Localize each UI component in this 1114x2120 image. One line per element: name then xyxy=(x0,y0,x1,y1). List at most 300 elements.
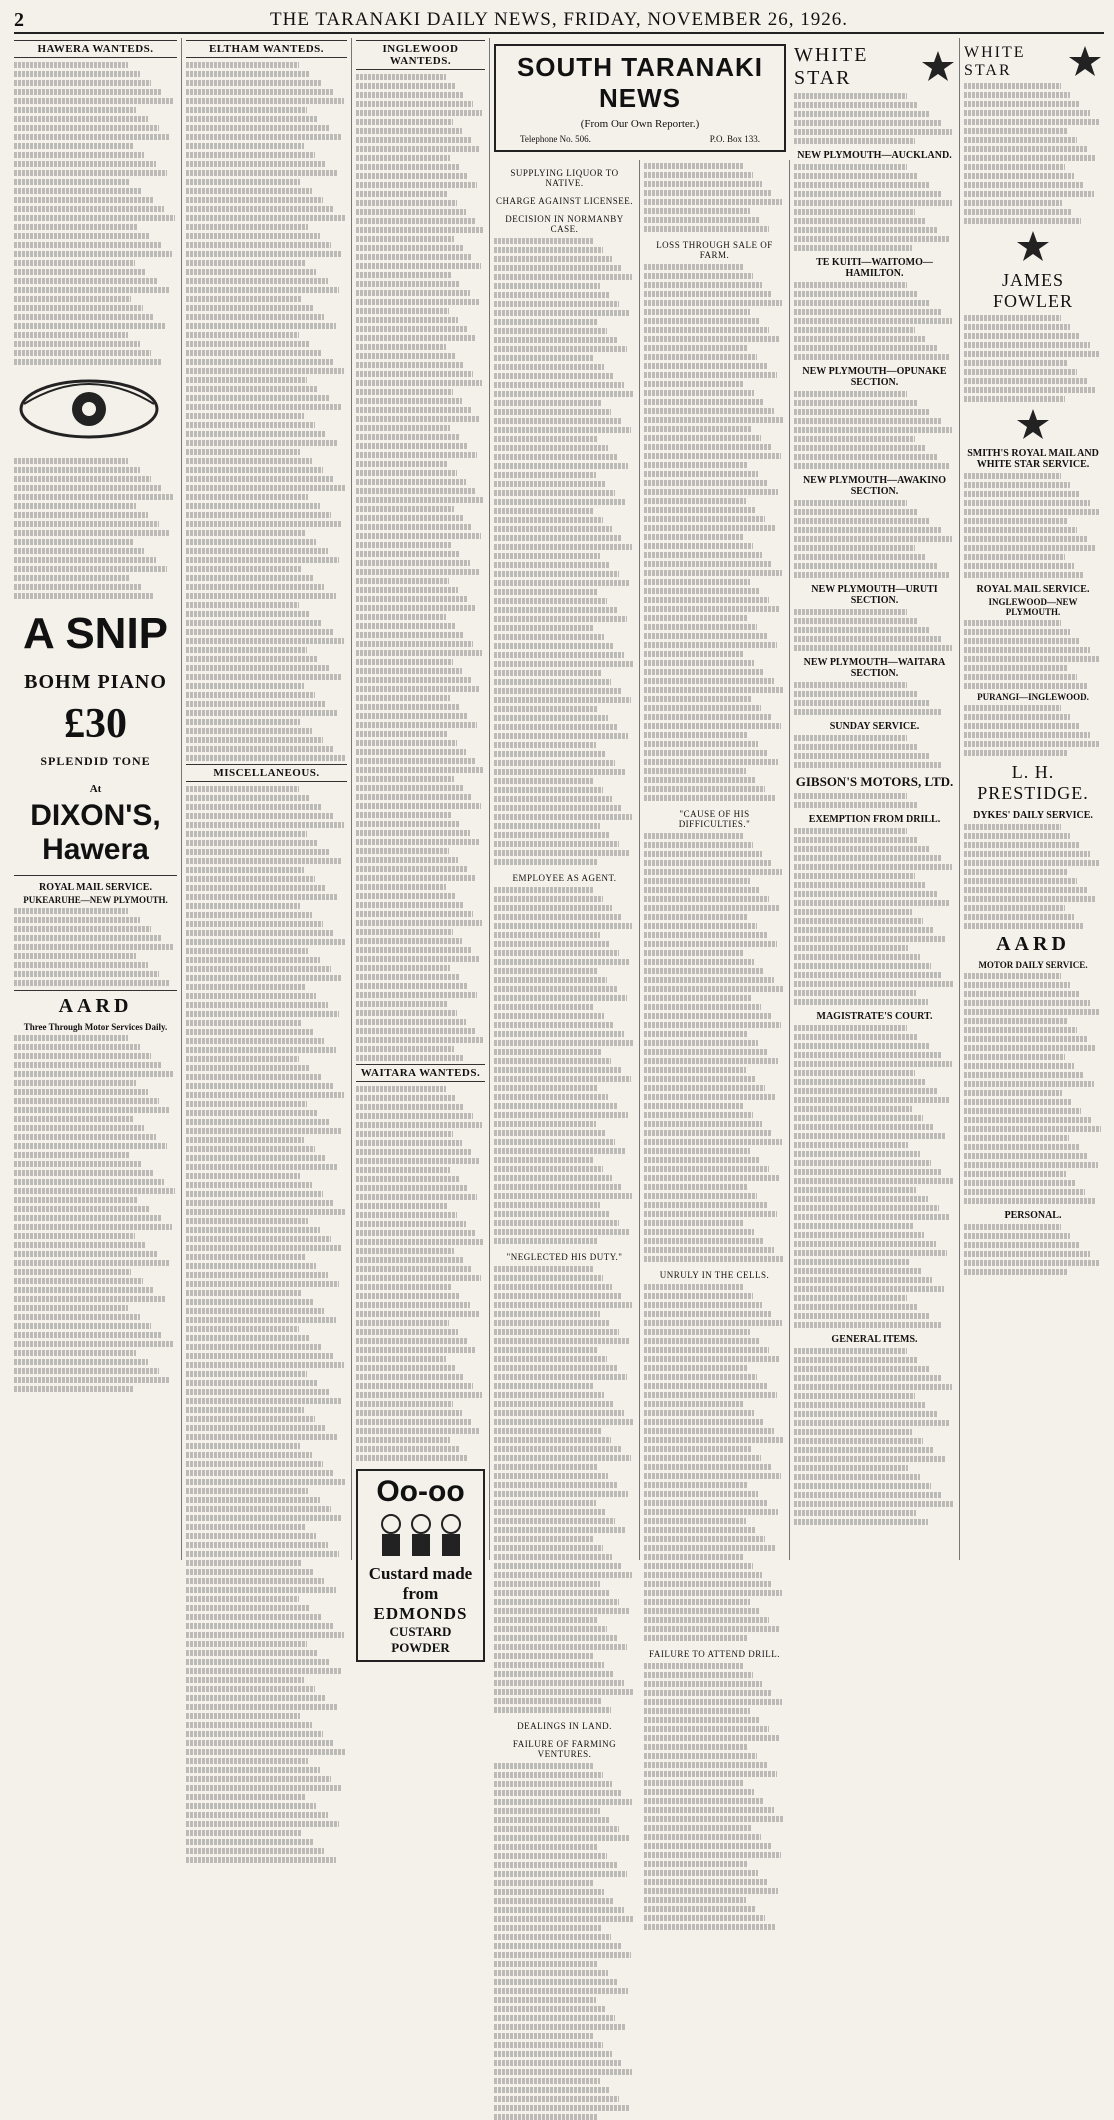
text-line xyxy=(964,324,1070,330)
text-line xyxy=(494,1112,628,1118)
text-line xyxy=(644,1482,748,1488)
text-line xyxy=(964,750,1068,756)
text-line xyxy=(14,125,159,131)
text-line xyxy=(186,296,302,302)
text-line xyxy=(186,1767,320,1773)
route-uruti: NEW PLYMOUTH—URUTI SECTION. xyxy=(811,584,938,606)
divider xyxy=(14,990,177,991)
text-line xyxy=(794,227,937,233)
text-line xyxy=(186,413,304,419)
headline-liquor: SUPPLYING LIQUOR TO NATIVE. xyxy=(510,168,619,188)
aard-heading-2: AARD xyxy=(996,933,1070,955)
text-line xyxy=(644,759,778,765)
text-line xyxy=(356,920,482,926)
text-line xyxy=(964,1081,1094,1087)
text-line xyxy=(644,1536,765,1542)
text-line xyxy=(494,977,607,983)
text-line xyxy=(794,209,915,215)
text-line xyxy=(494,1790,622,1796)
at-label: At xyxy=(89,783,102,795)
text-line xyxy=(794,1366,929,1372)
text-line xyxy=(644,1563,753,1569)
text-line xyxy=(494,1455,631,1461)
text-line xyxy=(644,1112,753,1118)
text-line xyxy=(14,170,167,176)
text-line xyxy=(186,728,312,734)
text-line xyxy=(794,1169,942,1175)
text-line xyxy=(794,1393,915,1399)
text-line xyxy=(644,941,777,947)
text-line xyxy=(356,1419,471,1425)
text-line xyxy=(794,900,949,906)
text-line xyxy=(494,1644,627,1650)
text-line xyxy=(494,1220,619,1226)
text-line xyxy=(494,950,619,956)
text-line xyxy=(186,1389,329,1395)
text-line xyxy=(186,912,312,918)
text-line xyxy=(494,2006,605,2012)
text-line xyxy=(186,1137,304,1143)
text-line xyxy=(794,102,918,108)
text-line xyxy=(494,2015,615,2021)
text-line xyxy=(644,1184,747,1190)
text-line xyxy=(186,1857,336,1863)
text-line xyxy=(14,233,149,239)
text-line xyxy=(644,833,743,839)
text-line xyxy=(494,832,610,838)
waitara-wanteds-text xyxy=(356,1086,485,1461)
text-line xyxy=(644,1311,772,1317)
text-line xyxy=(356,560,470,566)
text-line xyxy=(14,494,174,500)
text-line xyxy=(794,963,931,969)
text-line xyxy=(644,1708,750,1714)
text-line xyxy=(186,566,302,572)
text-line xyxy=(644,444,771,450)
text-line xyxy=(494,598,607,604)
text-line xyxy=(644,1509,778,1515)
text-line xyxy=(356,191,448,197)
text-line xyxy=(644,282,762,288)
text-line xyxy=(794,409,929,415)
text-line xyxy=(964,509,1099,515)
star-icon xyxy=(1016,408,1050,442)
text-line xyxy=(794,1277,932,1283)
text-line xyxy=(494,256,612,262)
text-line xyxy=(356,785,463,791)
text-line xyxy=(356,1374,464,1380)
text-line xyxy=(14,341,140,347)
article-magistrate-text xyxy=(794,1025,955,1328)
text-line xyxy=(964,1099,1072,1105)
text-line xyxy=(494,1473,608,1479)
text-line xyxy=(186,548,328,554)
text-line xyxy=(14,143,133,149)
text-line xyxy=(644,1635,747,1641)
text-line xyxy=(356,1293,460,1299)
text-line xyxy=(644,615,747,621)
text-line xyxy=(186,485,345,491)
text-line xyxy=(14,1251,157,1257)
text-line xyxy=(14,1188,175,1194)
text-line xyxy=(356,254,472,260)
text-line xyxy=(644,1220,744,1226)
text-line xyxy=(644,318,760,324)
text-line xyxy=(356,119,453,125)
text-line xyxy=(186,1614,321,1620)
text-line xyxy=(186,1029,313,1035)
text-line xyxy=(644,1058,778,1064)
text-line xyxy=(644,1834,761,1840)
text-line xyxy=(494,274,632,280)
text-line xyxy=(644,1013,771,1019)
text-line xyxy=(14,935,162,941)
text-line xyxy=(644,1130,772,1136)
text-line xyxy=(356,1122,482,1128)
text-line xyxy=(644,1735,779,1741)
text-line xyxy=(494,715,608,721)
custard-advert xyxy=(356,1469,485,1662)
text-line xyxy=(356,515,463,521)
text-line xyxy=(644,354,757,360)
text-line xyxy=(14,1287,154,1293)
text-line xyxy=(794,1465,908,1471)
text-line xyxy=(794,1375,941,1381)
text-line xyxy=(186,1344,321,1350)
text-line xyxy=(356,1329,458,1335)
aard-text xyxy=(14,1035,177,1392)
text-line xyxy=(964,182,1084,188)
text-line xyxy=(644,516,765,522)
text-line xyxy=(644,932,767,938)
text-line xyxy=(494,679,611,685)
text-line xyxy=(186,656,318,662)
text-line xyxy=(356,731,448,737)
text-line xyxy=(356,857,458,863)
text-line xyxy=(186,1596,299,1602)
text-line xyxy=(14,503,136,509)
text-line xyxy=(186,1461,323,1467)
text-line xyxy=(644,1780,744,1786)
text-line xyxy=(494,1139,615,1145)
text-line xyxy=(794,1357,918,1363)
text-line xyxy=(356,92,464,98)
text-line xyxy=(494,1320,610,1326)
text-line xyxy=(14,161,156,167)
text-line xyxy=(794,1268,921,1274)
text-line xyxy=(644,923,757,929)
text-line xyxy=(494,1202,600,1208)
text-line xyxy=(186,80,321,86)
text-line xyxy=(794,138,915,144)
text-line xyxy=(644,408,774,414)
text-line xyxy=(186,404,341,410)
text-line xyxy=(494,2042,603,2048)
text-line xyxy=(186,1425,326,1431)
text-line xyxy=(14,1089,148,1095)
text-line xyxy=(356,668,462,674)
headline-attend: FAILURE TO ATTEND DRILL. xyxy=(649,1649,780,1659)
text-line xyxy=(794,936,945,942)
text-line xyxy=(356,1311,479,1317)
text-line xyxy=(186,1713,300,1719)
headline-employee: EMPLOYEE AS AGENT. xyxy=(512,873,617,883)
text-line xyxy=(14,953,136,959)
white-star-label-2: WHITE STAR xyxy=(964,44,1026,79)
text-line xyxy=(494,1943,621,1949)
children-illustration-icon xyxy=(366,1509,476,1559)
text-line xyxy=(644,878,750,884)
text-line xyxy=(494,1130,605,1136)
text-line xyxy=(186,1101,307,1107)
text-line xyxy=(186,1272,328,1278)
text-line xyxy=(964,518,1068,524)
text-line xyxy=(794,1348,907,1354)
text-line xyxy=(644,1247,774,1253)
text-line xyxy=(14,1350,136,1356)
text-line xyxy=(494,1626,607,1632)
text-line xyxy=(356,1392,482,1398)
text-line xyxy=(14,1296,166,1302)
text-line xyxy=(494,490,615,496)
text-line xyxy=(964,705,1061,711)
text-line xyxy=(794,554,926,560)
text-line xyxy=(794,1052,941,1058)
text-line xyxy=(964,545,1096,551)
text-line xyxy=(794,1483,931,1489)
text-line xyxy=(494,1184,622,1190)
text-line xyxy=(186,1587,336,1593)
text-line xyxy=(644,1762,767,1768)
text-line xyxy=(964,396,1065,402)
text-line xyxy=(186,368,344,374)
text-line xyxy=(494,1338,629,1344)
text-line xyxy=(356,1001,448,1007)
text-line xyxy=(494,1076,631,1082)
text-line xyxy=(186,1452,312,1458)
text-line xyxy=(186,1695,326,1701)
text-line xyxy=(794,909,912,915)
text-line xyxy=(964,173,1074,179)
text-line xyxy=(644,417,784,423)
text-line xyxy=(964,473,1061,479)
text-line xyxy=(964,629,1070,635)
text-line xyxy=(494,562,610,568)
text-line xyxy=(186,1128,341,1134)
text-line xyxy=(186,224,308,230)
text-line xyxy=(494,2096,619,2102)
headline-decision: DECISION IN NORMANBY CASE. xyxy=(505,214,624,234)
te-kuiti-times xyxy=(794,282,955,360)
text-line xyxy=(644,588,760,594)
text-line xyxy=(356,542,451,548)
headline-general: GENERAL ITEMS. xyxy=(831,1334,918,1345)
text-line xyxy=(644,1572,762,1578)
text-line xyxy=(794,200,952,206)
text-line xyxy=(964,1018,1068,1024)
text-line xyxy=(644,869,782,875)
text-line xyxy=(644,1031,748,1037)
text-line xyxy=(356,1185,468,1191)
headline-failure: FAILURE OF FARMING VENTURES. xyxy=(512,1739,617,1759)
text-line xyxy=(186,638,344,644)
text-line xyxy=(14,242,161,248)
text-line xyxy=(644,1473,781,1479)
text-line xyxy=(186,251,342,257)
text-line xyxy=(186,431,326,437)
text-line xyxy=(494,472,596,478)
text-line xyxy=(644,1121,762,1127)
text-line xyxy=(964,360,1068,366)
text-line xyxy=(186,1749,345,1755)
text-line xyxy=(14,1179,164,1185)
text-line xyxy=(14,1233,135,1239)
text-line xyxy=(356,812,451,818)
text-line xyxy=(356,1347,476,1353)
text-line xyxy=(794,1106,912,1112)
text-line xyxy=(186,1038,324,1044)
text-line xyxy=(14,1044,140,1050)
text-line xyxy=(494,1518,615,1524)
text-line xyxy=(14,458,128,464)
text-line xyxy=(186,1002,328,1008)
text-line xyxy=(186,939,345,945)
text-line xyxy=(14,1062,162,1068)
text-line xyxy=(644,1545,775,1551)
text-line xyxy=(186,71,310,77)
text-line xyxy=(494,706,598,712)
text-line xyxy=(186,1407,304,1413)
text-line xyxy=(964,1233,1070,1239)
text-line xyxy=(356,1055,463,1061)
text-line xyxy=(644,426,751,432)
text-line xyxy=(964,92,1070,98)
text-line xyxy=(494,2087,610,2093)
text-line xyxy=(356,578,449,584)
text-line xyxy=(794,427,952,433)
text-line xyxy=(14,152,144,158)
text-line xyxy=(356,506,454,512)
text-line xyxy=(644,887,760,893)
text-line xyxy=(644,1374,757,1380)
text-line xyxy=(644,1699,782,1705)
text-line xyxy=(794,536,952,542)
text-line xyxy=(356,461,448,467)
text-line xyxy=(644,1211,777,1217)
article-general-text xyxy=(794,1348,955,1525)
dykes-service: DYKES' DAILY SERVICE. xyxy=(973,810,1093,821)
text-line xyxy=(794,846,929,852)
text-line xyxy=(186,957,320,963)
text-line xyxy=(964,1000,1090,1006)
text-line xyxy=(186,476,334,482)
text-line xyxy=(964,1242,1080,1248)
page-number: 2 xyxy=(14,8,24,31)
text-line xyxy=(14,1134,156,1140)
text-line xyxy=(14,1224,172,1230)
text-line xyxy=(356,245,463,251)
text-line xyxy=(794,918,923,924)
text-line xyxy=(644,633,767,639)
text-line xyxy=(644,1491,758,1497)
text-line xyxy=(186,557,339,563)
text-line xyxy=(964,128,1068,134)
text-line xyxy=(494,364,604,370)
text-line xyxy=(494,643,614,649)
route-waitara: NEW PLYMOUTH—WAITARA SECTION. xyxy=(803,657,946,679)
text-line xyxy=(494,914,622,920)
text-line xyxy=(356,272,451,278)
text-line xyxy=(186,422,315,428)
text-line xyxy=(494,2069,632,2075)
text-line xyxy=(14,1341,174,1347)
text-line xyxy=(644,217,760,223)
text-line xyxy=(644,1744,747,1750)
text-line xyxy=(186,611,310,617)
text-line xyxy=(964,824,1061,830)
text-line xyxy=(494,1482,618,1488)
text-line xyxy=(356,398,462,404)
article-failure-text xyxy=(494,1763,635,2120)
text-line xyxy=(356,164,459,170)
text-line xyxy=(186,1083,333,1089)
text-line xyxy=(356,929,453,935)
text-line xyxy=(494,670,601,676)
text-line xyxy=(14,323,166,329)
text-line xyxy=(356,947,471,953)
text-line xyxy=(186,1686,315,1692)
white-star-label: WHITE STAR xyxy=(794,44,869,89)
text-line xyxy=(494,1383,594,1389)
purangi-route: PURANGI—INGLEWOOD. xyxy=(977,692,1089,702)
text-line xyxy=(794,1420,949,1426)
text-line xyxy=(794,1025,907,1031)
text-line xyxy=(186,1182,312,1188)
text-line xyxy=(14,1098,159,1104)
text-line xyxy=(794,563,937,569)
text-line xyxy=(494,283,600,289)
headline-magistrate: MAGISTRATE'S COURT. xyxy=(816,1011,933,1022)
text-line xyxy=(356,632,464,638)
text-line xyxy=(794,1384,952,1390)
text-line xyxy=(356,380,482,386)
text-line xyxy=(14,251,172,257)
text-line xyxy=(494,1608,629,1614)
text-line xyxy=(964,1054,1065,1060)
sunday-service-heading: SUNDAY SERVICE. xyxy=(829,721,920,732)
text-line xyxy=(356,470,457,476)
text-line xyxy=(644,914,747,920)
text-line xyxy=(186,1047,336,1053)
article-loss-text xyxy=(644,264,785,801)
text-line xyxy=(644,172,753,178)
text-line xyxy=(644,741,758,747)
text-line xyxy=(494,1653,594,1659)
text-line xyxy=(186,1326,299,1332)
headline-unruly: UNRULY IN THE CELLS. xyxy=(659,1270,770,1280)
text-line xyxy=(186,1848,324,1854)
text-line xyxy=(964,638,1080,644)
text-line xyxy=(186,921,323,927)
text-line xyxy=(14,593,153,599)
headline-charge: CHARGE AGAINST LICENSEE. xyxy=(495,196,634,206)
text-line xyxy=(186,1470,334,1476)
text-line xyxy=(644,678,774,684)
text-line xyxy=(494,265,622,271)
text-line xyxy=(794,1286,944,1292)
text-line xyxy=(356,74,446,80)
text-line xyxy=(964,741,1099,747)
